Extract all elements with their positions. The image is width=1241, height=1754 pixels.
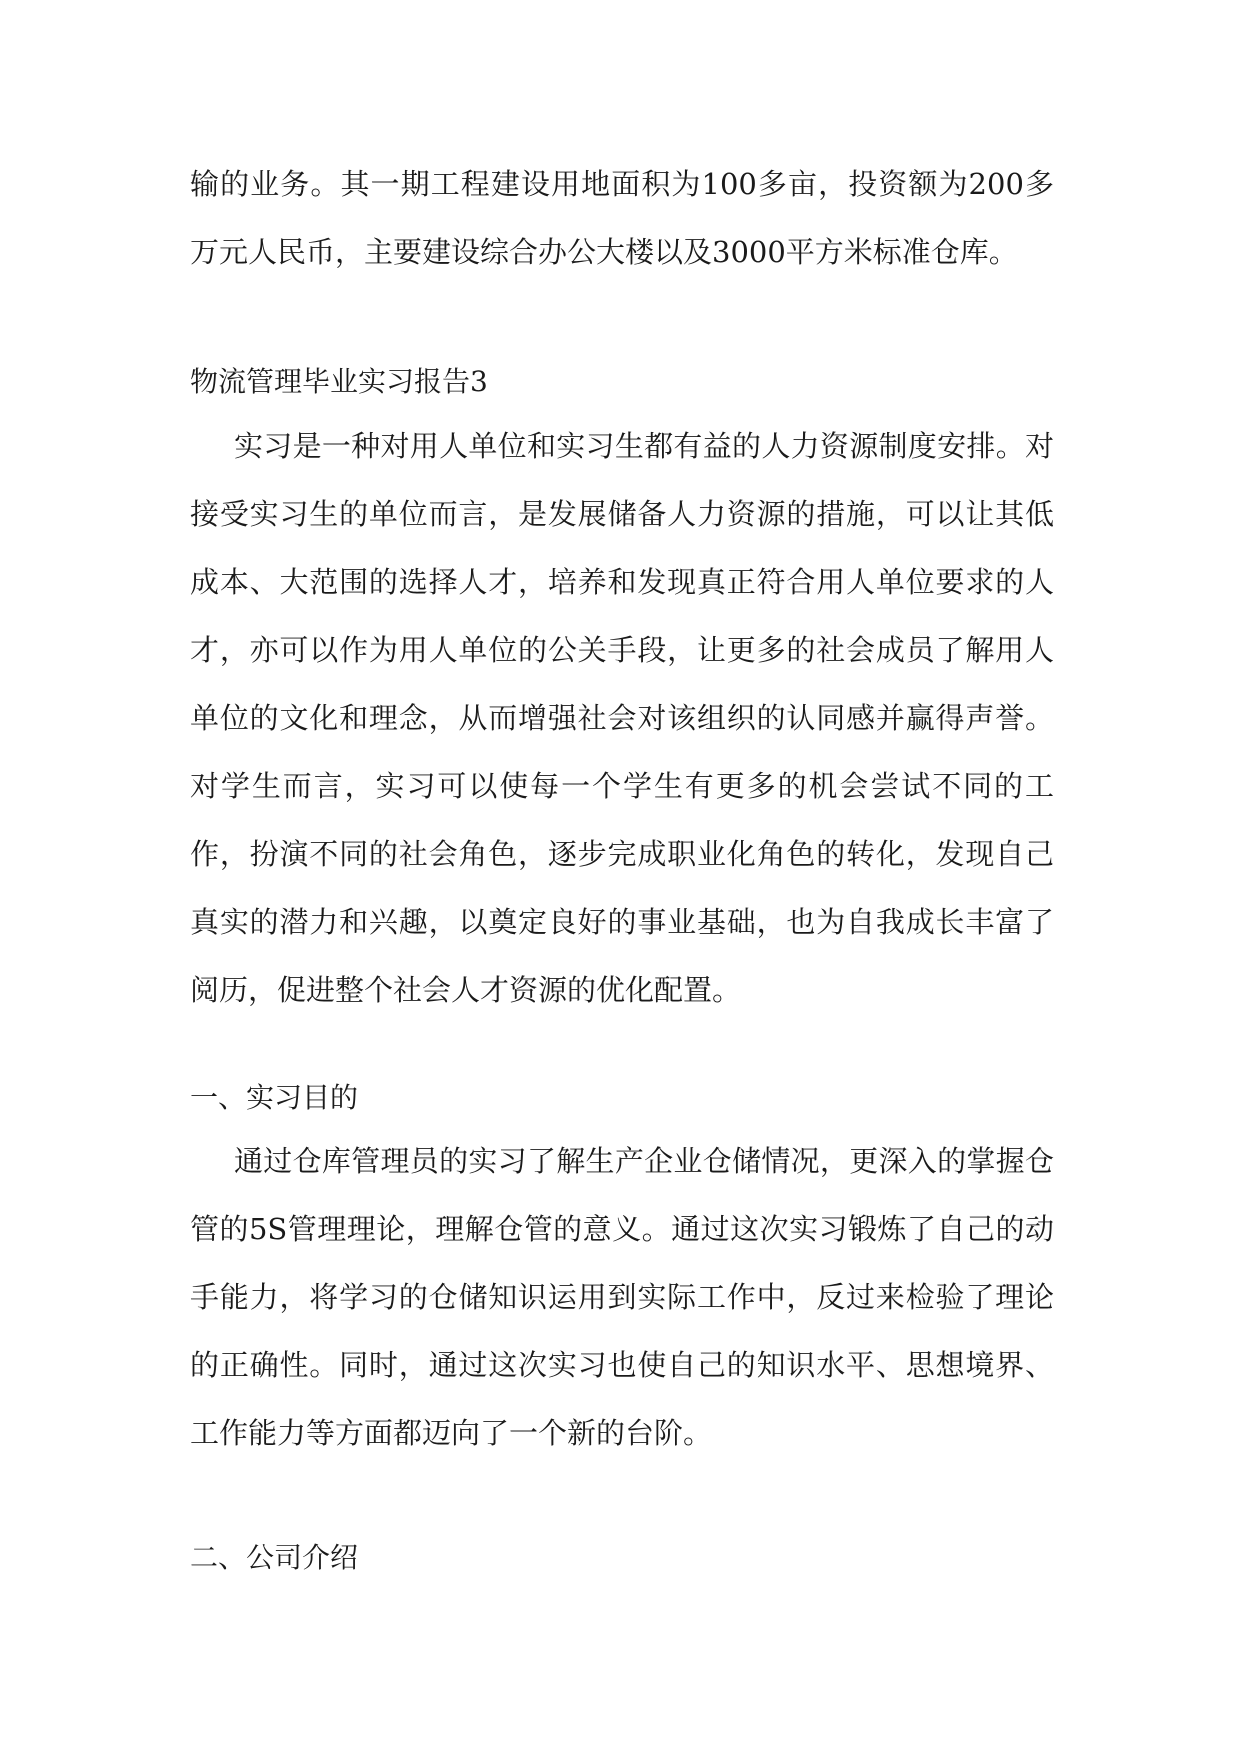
section-2-heading: 二、公司介绍 <box>190 1541 359 1574</box>
section-1-body: 通过仓库管理员的实习了解生产企业仓储情况，更深入的掌握仓管的5S管理理论，理解仓管的意义。通过这次实习锻炼了自己的动手能力，将学习的仓储知识运用到实际工作中，反过来检验了理论的正确性。同时，通过这次实习也使自己的知识水平、思想境界、工作能力等方面都迈向了一个新的台阶。 <box>190 1144 1054 1450</box>
section-1-heading: 一、实习目的 <box>190 1081 359 1114</box>
intro-paragraph: 输的业务。其一期工程建设用地面积为100多亩，投资额为200多万元人民币，主要建设综合办公大楼以及3000平方米标准仓库。 <box>190 167 1054 269</box>
report-title: 物流管理毕业实习报告3 <box>190 365 488 398</box>
paragraph-internship-overview: 实习是一种对用人单位和实习生都有益的人力资源制度安排。对接受实习生的单位而言，是发展储备人力资源的措施，可以让其低成本、大范围的选择人才，培养和发现真正符合用人单位要求的人才，亦可以作为用人单位的公关手段，让更多的社会成员了解用人单位的文化和理念，从而增强社会对该组织的认同感并赢得声誉。对学生而言，实习可以使每一个学生有更多的机会尝试不同的工作，扮演不同的社会角色，逐步完成职业化角色的转化，发现自己真实的潜力和兴趣，以奠定良好的事业基础，也为自我成长丰富了阅历，促进整个社会人才资源的优化配置。 <box>190 429 1054 1007</box>
